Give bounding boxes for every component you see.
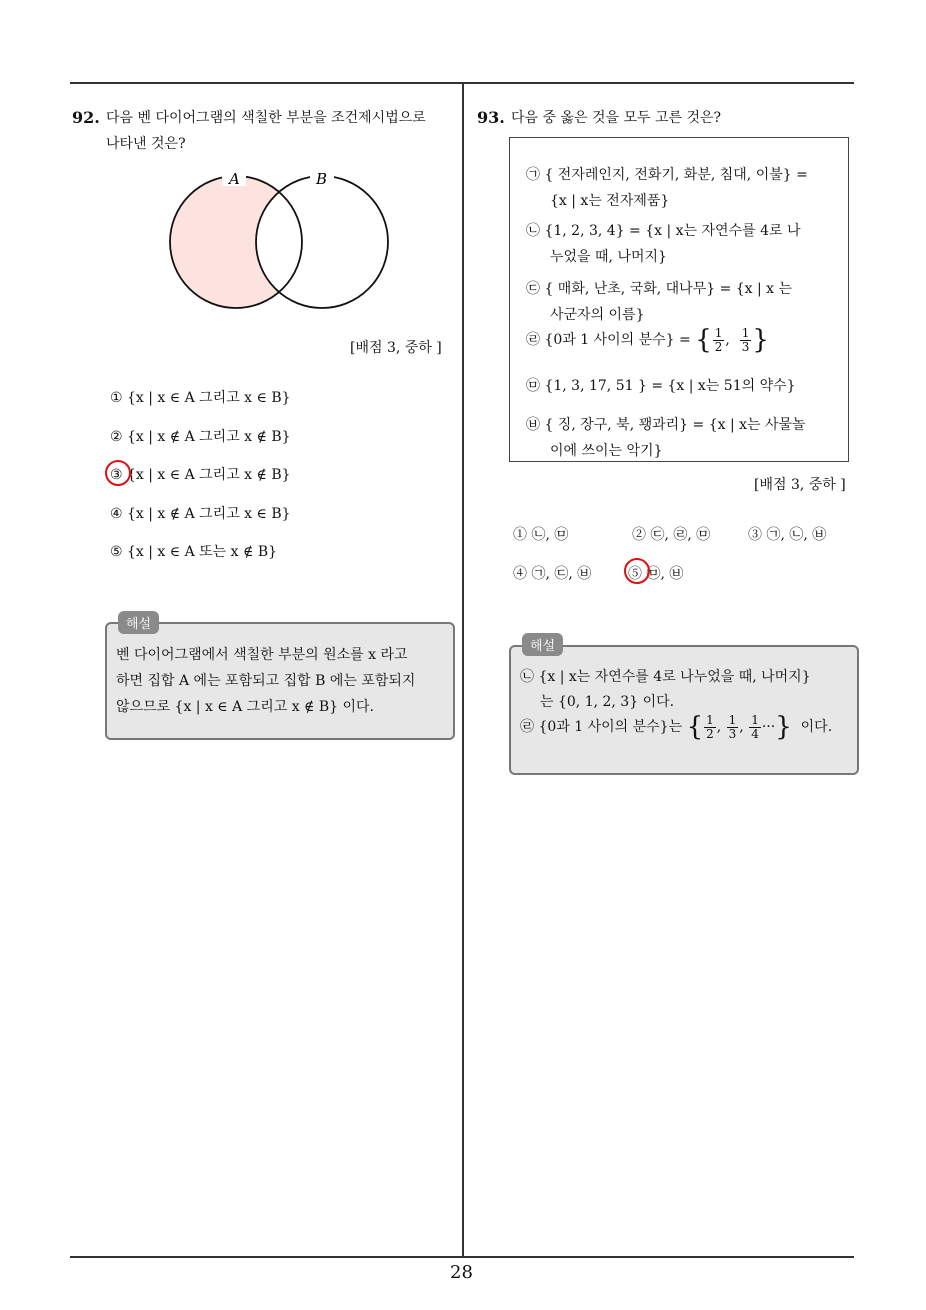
q92-explanation-tag: 해설 [118, 611, 159, 634]
q93-item-6-line2: 이에 쓰이는 악기} [550, 443, 663, 459]
q92-choice-4[interactable] [110, 503, 291, 523]
venn-label-a: A [229, 170, 240, 188]
q93-item-6-line1: ㉥ { 징, 장구, 북, 꽹과리} = {x | x는 사물놀 [526, 417, 806, 433]
q93-number: 93. [477, 108, 505, 127]
choice-text: {x | x ∈ A 또는 x ∉ B} [127, 544, 278, 560]
q93-item-2-line2: 누었을 때, 나머지} [550, 249, 667, 265]
q93-explanation-line2: 는 {0, 1, 2, 3} 이다. [540, 694, 675, 710]
q92-choice-3[interactable] [110, 464, 291, 484]
page-number: 28 [450, 1262, 473, 1283]
q93-explanation-tag: 해설 [522, 633, 563, 656]
choice-number: ② [110, 429, 123, 445]
q93-text: 다음 중 옳은 것을 모두 고른 것은? [511, 110, 722, 126]
q92-explanation-line2: 하면 집합 A 에는 포함되고 집합 B 에는 포함되지 [116, 673, 416, 689]
q92-text-line2: 나타낸 것은? [106, 136, 186, 152]
q93-answer-circle [624, 558, 650, 584]
choice-number: ④ [110, 506, 123, 522]
q93-item-2-line1: ㉡ {1, 2, 3, 4} = {x | x는 자연수를 4로 나 [526, 223, 801, 239]
q93-explanation-line1: ㉡ {x | x는 자연수를 4로 나누었을 때, 나머지} [520, 669, 811, 685]
choice-text: {x | x ∈ A 그리고 x ∈ B} [127, 390, 291, 406]
venn-diagram [150, 160, 410, 330]
q93-item-1-line1: ㉠ { 전자레인지, 전화기, 화분, 침대, 이불} = [526, 167, 808, 183]
q93-item-5: ㉤ {1, 3, 17, 51 } = {x | x는 51의 약수} [526, 378, 796, 394]
q92-choice-1[interactable] [110, 387, 291, 407]
choice-text: {x | x ∈ A 그리고 x ∉ B} [127, 467, 291, 483]
q92-score: [배점 3, 중하 ] [350, 340, 442, 356]
q92-explanation-line3: 않으므로 {x | x ∈ A 그리고 x ∉ B} 이다. [116, 699, 375, 715]
q93-choice-3[interactable]: ③ ㉠, ㉡, ㉥ [748, 527, 827, 543]
choice-text: {x | x ∉ A 그리고 x ∉ B} [127, 429, 291, 445]
center-divider [462, 82, 464, 1257]
q93-item-4: ㉣ {0과 1 사이의 분수} = { $\frac{1}{2}$ , $\frac{1}{3}$ } [526, 325, 769, 355]
choice-number: ① [110, 390, 123, 406]
choice-text: {x | x ∉ A 그리고 x ∈ B} [127, 506, 291, 522]
choice-number: ⑤ [110, 544, 123, 560]
bottom-rule [70, 1256, 854, 1258]
q93-choice-1[interactable]: ① ㉡, ㉤ [513, 527, 569, 543]
q92-choice-2[interactable] [110, 426, 291, 446]
q93-choice-5[interactable]: ⑤ ㉤, ㉥ [628, 566, 684, 582]
q93-choice-4[interactable]: ④ ㉠, ㉢, ㉥ [513, 566, 592, 582]
q93-item-1-line2: {x | x는 전자제품} [550, 193, 670, 209]
q93-choice-2[interactable]: ② ㉢, ㉣, ㉤ [632, 527, 711, 543]
q92-number: 92. [72, 108, 100, 127]
q93-score: [배점 3, 중하 ] [754, 477, 846, 493]
q93-explanation-line3: ㉣ {0과 1 사이의 분수}는 { $\frac{1}{2}$ , $\frac{1}{3}$ , $\frac{1}{4}$ ···} 이다. [520, 712, 833, 742]
q92-choice-5[interactable] [110, 541, 277, 561]
q93-item-3-line2: 사군자의 이름} [550, 307, 645, 323]
q93-item-3-line1: ㉢ { 매화, 난초, 국화, 대나무} = {x | x 는 [526, 281, 793, 297]
q92-answer-circle [105, 460, 131, 486]
choice-number: ③ [110, 467, 123, 483]
q92-explanation-line1: 벤 다이어그램에서 색칠한 부분의 원소를 x 라고 [116, 647, 408, 663]
q92-text-line1: 다음 벤 다이어그램의 색칠한 부분을 조건제시법으로 [106, 110, 426, 126]
venn-label-b: B [316, 170, 328, 188]
